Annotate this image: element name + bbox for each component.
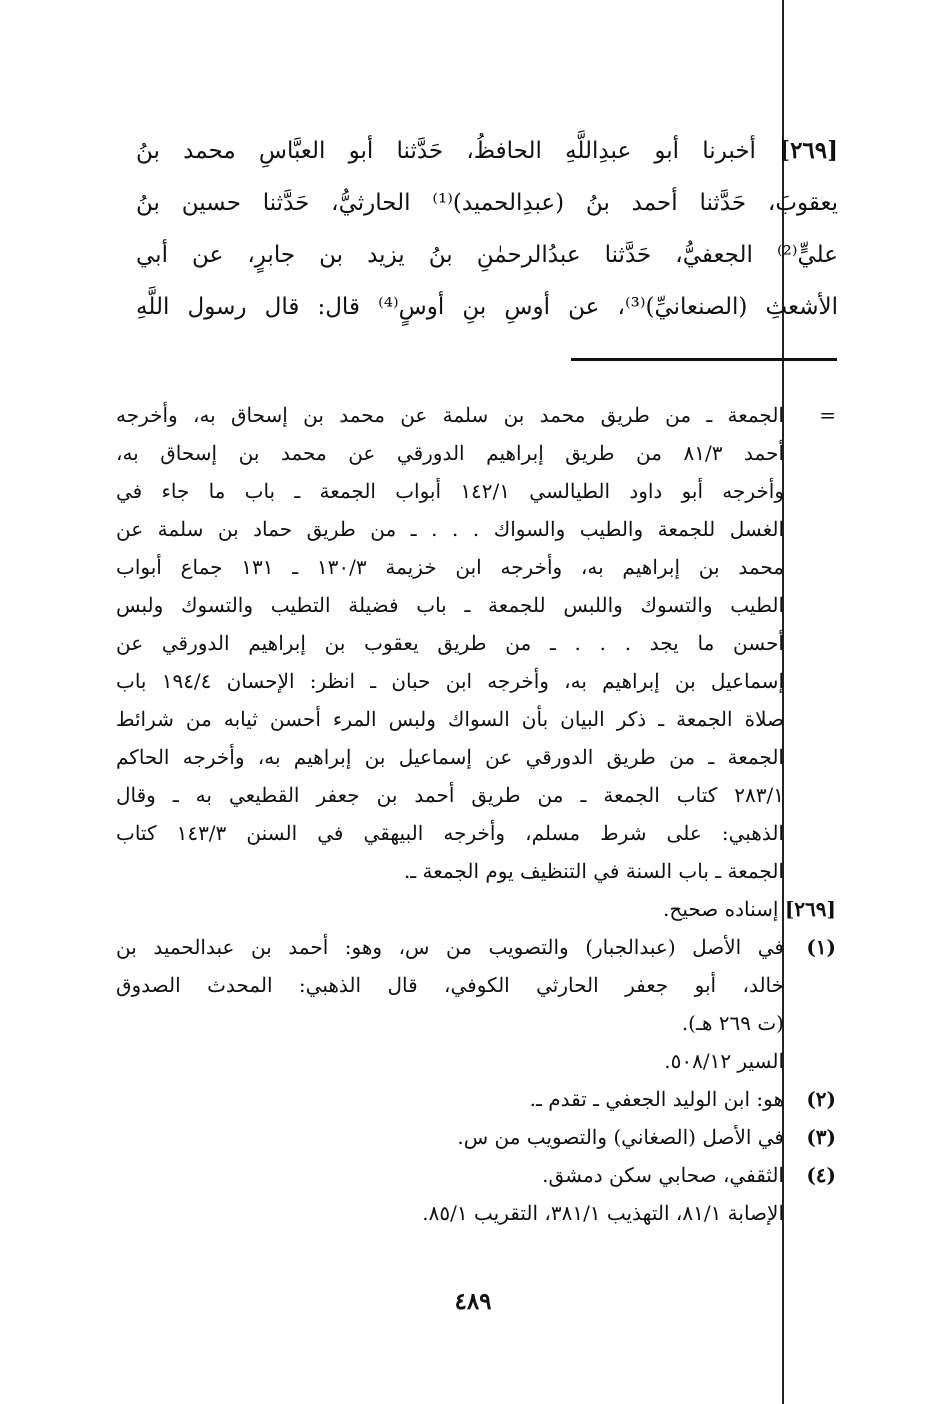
note-line: الجمعة ـ باب السنة في التنظيف يوم الجمعة ـ. bbox=[403, 859, 784, 883]
hadith-line bbox=[136, 125, 838, 177]
note-line: أحمد ٨١/٣ من طريق إبراهيم الدورقي عن محمد بن إسحاق به، bbox=[116, 441, 784, 465]
hadith-line: عليٍّ⁽²⁾ الجعفيُّ، حَدَّثنا عبدُالرحمٰنِ بنُ يزيد بن جابرٍ، عن أبي bbox=[136, 242, 838, 268]
footnote-line: السير ٥٠٨/١٢. bbox=[664, 1049, 784, 1073]
hadith-line-text: أخبرنا أبو عبدِاللَّهِ الحافظُ، حَدَّثنا أبو العبَّاسِ محمد بنُ bbox=[136, 138, 756, 164]
hadith-number: [٢٦٩] bbox=[779, 137, 838, 164]
footnote-line: (ت ٢٦٩ هـ). bbox=[681, 1011, 784, 1035]
continuation-mark: = bbox=[819, 403, 836, 427]
note-line: وأخرجه أبو داود الطيالسي ١٤٢/١ أبواب الجمعة ـ باب ما جاء في bbox=[116, 479, 784, 503]
footnote-4 bbox=[116, 1156, 836, 1232]
note-line: الطيب والتسوك واللبس للجمعة ـ باب فضيلة التطيب والتسوك ولبس bbox=[116, 593, 784, 617]
note-line: الجمعة ـ من طريق محمد بن سلمة عن محمد بن إسحاق به، وأخرجه bbox=[116, 403, 784, 427]
hadith-line: يعقوبَ، حَدَّثنا أحمد بنُ (عبدِالحميد)⁽¹⁾ الحارثيُّ، حَدَّثنا حسين بنُ bbox=[136, 190, 838, 216]
note-line: الجمعة ـ من طريق الدورقي عن إسماعيل بن إبراهيم به، وأخرجه الحاكم bbox=[116, 745, 784, 769]
footnote-number: (٣) bbox=[806, 1125, 836, 1149]
hadith-text bbox=[136, 125, 838, 333]
note-line: ٢٨٣/١ كتاب الجمعة ـ من طريق أحمد بن جعفر القطيعي به ـ وقال bbox=[116, 783, 784, 807]
hadith-grading-text: إسناده صحيح. bbox=[663, 897, 779, 921]
hadith-grading-note bbox=[116, 890, 836, 928]
footnote-line: في الأصل (عبدالجبار) والتصويب من س، وهو: أحمد بن عبدالحميد بن bbox=[116, 935, 784, 959]
footnote-line: خالد، أبو جعفر الحارثي الكوفي، قال الذهبي: المحدث الصدوق bbox=[116, 973, 784, 997]
footnote-1 bbox=[116, 928, 836, 1080]
footnote-line: في الأصل (الصغاني) والتصويب من س. bbox=[457, 1125, 784, 1149]
continued-note bbox=[116, 396, 836, 890]
footnote-3 bbox=[116, 1118, 836, 1156]
note-line: الغسل للجمعة والطيب والسواك . . . ـ من طريق حماد بن سلمة عن bbox=[116, 517, 784, 541]
note-line: محمد بن إبراهيم به، وأخرجه ابن خزيمة ١٣٠/٣ ـ ١٣١ جماع أبواب bbox=[116, 555, 784, 579]
hadith-ref-number: [٢٦٩] bbox=[784, 897, 836, 921]
footnote-separator bbox=[571, 358, 837, 361]
note-line: الذهبي: على شرط مسلم، وأخرجه البيهقي في السنن ١٤٣/٣ كتاب bbox=[116, 821, 784, 845]
page-number: ٤٨٩ bbox=[454, 1288, 492, 1315]
note-line: أحسن ما يجد . . . ـ من طريق يعقوب بن إبراهيم الدورقي عن bbox=[116, 631, 784, 655]
footnote-line: الإصابة ٨١/١، التهذيب ٣٨١/١، التقريب ٨٥/١. bbox=[422, 1201, 784, 1225]
footnote-number: (٢) bbox=[806, 1087, 836, 1111]
footnote-number: (٤) bbox=[806, 1163, 836, 1187]
footnote-line: الثقفي، صحابي سكن دمشق. bbox=[542, 1163, 784, 1187]
footnotes-section bbox=[116, 396, 836, 1232]
note-line: صلاة الجمعة ـ ذكر البيان بأن السواك ولبس المرء أحسن ثيابه من شرائط bbox=[116, 707, 784, 731]
note-line: إسماعيل بن إبراهيم به، وأخرجه ابن حبان ـ انظر: الإحسان ١٩٤/٤ باب bbox=[116, 669, 784, 693]
footnote-2 bbox=[116, 1080, 836, 1118]
hadith-line: الأشعثِ (الصنعانيِّ)⁽³⁾، عن أوسِ بنِ أوسٍ⁽⁴⁾ قال: قال رسول اللَّهِ bbox=[136, 294, 838, 320]
footnote-number: (١) bbox=[806, 935, 836, 959]
footnote-line: هو: ابن الوليد الجعفي ـ تقدم ـ. bbox=[529, 1087, 784, 1111]
